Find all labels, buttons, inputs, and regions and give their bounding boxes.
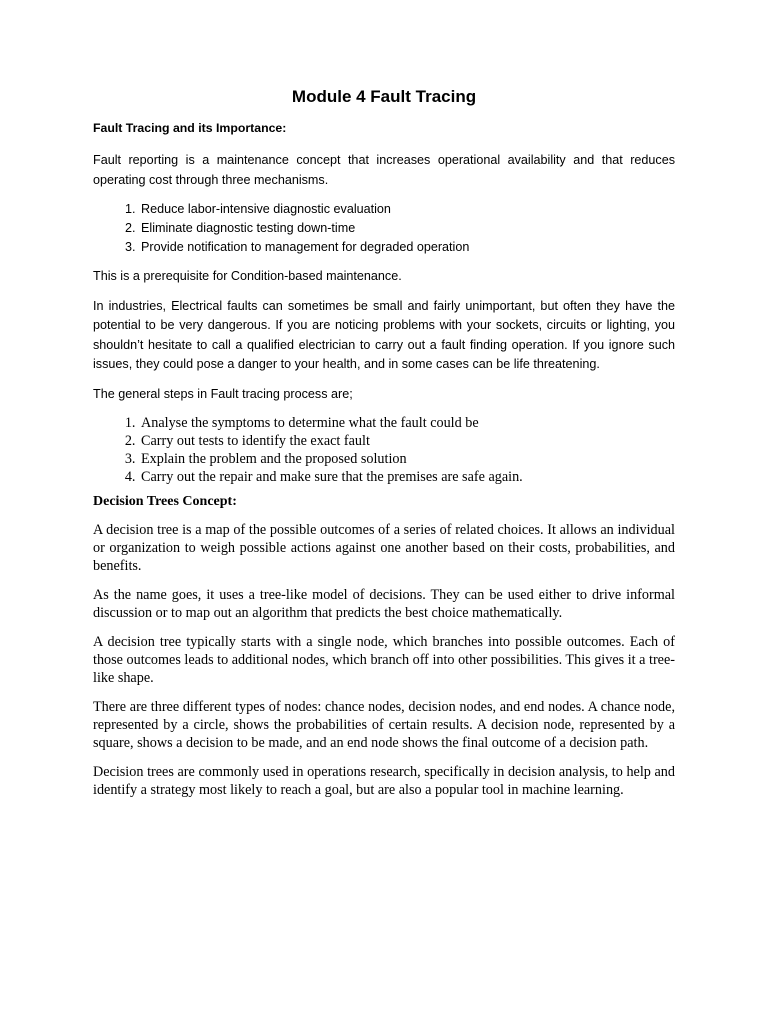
section-heading-fault-tracing: Fault Tracing and its Importance: [93, 121, 287, 136]
decision-tree-paragraph: Decision trees are commonly used in operations research, specifically in decision analysis, to help and identify a strategy most likely to reach a goal, but are also a popular tool in machine learning. [93, 764, 675, 799]
steps-list [93, 414, 675, 486]
section-heading-decision-trees: Decision Trees Concept: [93, 494, 237, 510]
decision-tree-paragraph: A decision tree is a map of the possible outcomes of a series of related choices. It allows an individual or organization to weigh possible actions against one another based on their costs, probabilities, and benefits. [93, 522, 675, 575]
document-page [93, 86, 675, 810]
decision-tree-paragraph: A decision tree typically starts with a single node, which branches into possible outcomes. Each of those outcomes leads to additional nodes, which branch off into other possibilities. This gives it a tree-like shape. [93, 634, 675, 687]
mechanisms-list [93, 200, 675, 257]
list-item: 2. Carry out tests to identify the exact fault [139, 432, 675, 450]
list-item: 4. Carry out the repair and make sure that the premises are safe again. [139, 468, 675, 486]
industries-paragraph: In industries, Electrical faults can sometimes be small and fairly unimportant, but often they have the potential to be very dangerous. If you are noticing problems with your sockets, circuits or lighting, you shouldn’t hesitate to call a qualified electrician to carry out a fault finding operation. If you ignore such issues, they could pose a danger to your health, and in some cases can be life threatening. [93, 298, 675, 372]
decision-tree-paragraph: There are three different types of nodes: chance nodes, decision nodes, and end nodes. A chance node, represented by a circle, shows the probabilities of certain results. A decision node, represented by a square, shows a decision to be made, and an end node shows the final outcome of a decision path. [93, 699, 675, 752]
list-item: 3. Provide notification to management for degraded operation [139, 238, 675, 257]
list-item: 1. Reduce labor-intensive diagnostic evaluation [139, 200, 675, 219]
steps-intro: The general steps in Fault tracing process are; [93, 386, 353, 401]
prerequisite-paragraph: This is a prerequisite for Condition-based maintenance. [93, 269, 402, 284]
decision-tree-paragraph: As the name goes, it uses a tree-like model of decisions. They can be used either to drive informal discussion or to map out an algorithm that predicts the best choice mathematically. [93, 587, 675, 622]
list-item: 1. Analyse the symptoms to determine what the fault could be [139, 414, 675, 432]
list-item: 3. Explain the problem and the proposed solution [139, 450, 675, 468]
intro-paragraph: Fault reporting is a maintenance concept that increases operational availability and that reduces operating cost through three mechanisms. [93, 153, 675, 187]
list-item: 2. Eliminate diagnostic testing down-time [139, 219, 675, 238]
page-title: Module 4 Fault Tracing [291, 87, 477, 106]
